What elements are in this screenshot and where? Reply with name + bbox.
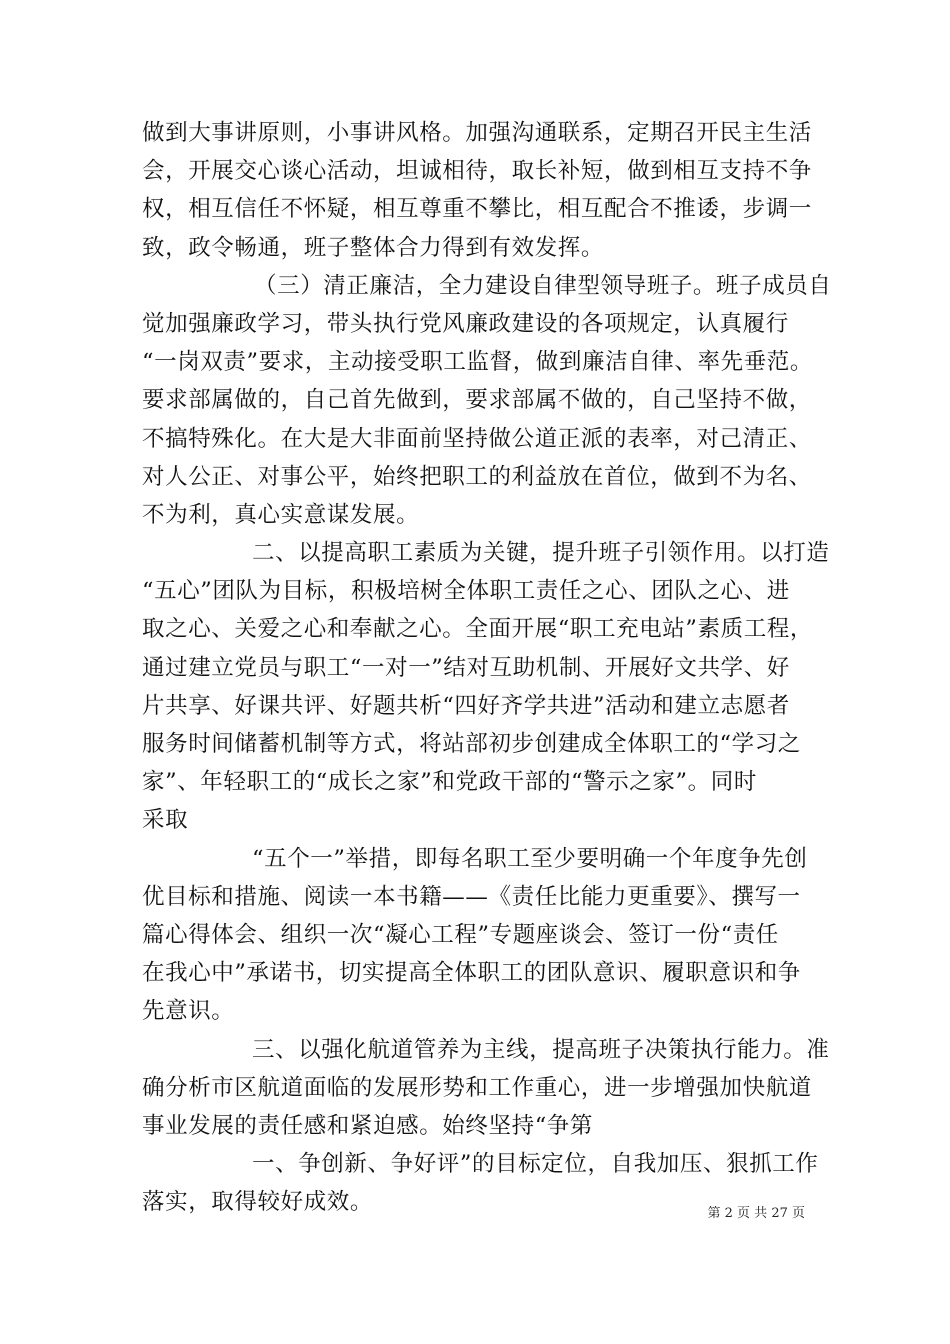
text-line: 先意识。 <box>142 998 235 1025</box>
text-line: 事业发展的责任感和紧迫感。始终坚持“争第 <box>142 1112 594 1139</box>
text-line: 在我心中”承诺书，切实提高全体职工的团队意识、履职意识和争 <box>142 960 801 987</box>
text-line: 采取 <box>142 807 189 834</box>
text-line: “五个一”举措，即每名职工至少要明确一个年度争先创 <box>252 845 808 872</box>
page-number: 第 2 页 共 27 页 <box>707 1206 805 1221</box>
text-line: 致，政令畅通，班子整体合力得到有效发挥。 <box>142 234 605 261</box>
text-line: 通过建立党员与职工“一对一”结对互助机制、开展好文共学、好 <box>142 654 790 681</box>
text-line: 不搞特殊化。在大是大非面前坚持做公道正派的表率，对己清正、 <box>142 425 812 452</box>
text-line: 一、争创新、争好评”的目标定位，自我加压、狠抓工作 <box>252 1151 819 1178</box>
text-line: 片共享、好课共评、好题共析“四好齐学共进”活动和建立志愿者 <box>142 692 790 719</box>
text-line: 要求部属做的，自己首先做到，要求部属不做的，自己坚持不做， <box>142 387 812 414</box>
text-line: 确分析市区航道面临的发展形势和工作重心，进一步增强加快航道 <box>142 1074 812 1101</box>
text-line: （三）清正廉洁，全力建设自律型领导班子。班子成员自 <box>254 272 832 299</box>
text-line: 优目标和措施、阅读一本书籍——《责任比能力更重要》、撰写一 <box>142 883 801 910</box>
text-line: 觉加强廉政学习，带头执行党风廉政建设的各项规定，认真履行 <box>142 310 789 337</box>
text-line: “一岗双责”要求，主动接受职工监督，做到廉洁自律、率先垂范。 <box>142 349 814 376</box>
text-line: 服务时间储蓄机制等方式，将站部初步创建成全体职工的“学习之 <box>142 731 801 757</box>
text-line: 三、以强化航道管养为主线，提高班子决策执行能力。准 <box>252 1036 830 1063</box>
text-line: 会，开展交心谈心活动，坦诚相待，取长补短，做到相互支持不争 <box>142 158 812 185</box>
text-line: 权，相互信任不怀疑，相互尊重不攀比，相互配合不推诿，步调一 <box>142 196 812 223</box>
text-line: 家”、年轻职工的“成长之家”和党政干部的“警示之家”。同时 <box>142 769 757 796</box>
text-line: 做到大事讲原则，小事讲风格。加强沟通联系，定期召开民主生活 <box>142 120 812 146</box>
text-line: 取之心、关爱之心和奉献之心。全面开展“职工充电站”素质工程， <box>142 616 814 643</box>
text-line: 篇心得体会、组织一次“凝心工程”专题座谈会、签订一份“责任 <box>142 921 779 948</box>
text-line: 落实，取得较好成效。 <box>142 1189 374 1216</box>
text-line: 对人公正、对事公平，始终把职工的利益放在首位，做到不为名、 <box>142 463 812 490</box>
text-line: “五心”团队为目标，积极培树全体职工责任之心、团队之心、进 <box>142 578 790 605</box>
document-body <box>142 114 832 1221</box>
text-line: 不为利，真心实意谋发展。 <box>142 501 420 528</box>
text-line: 二、以提高职工素质为关键，提升班子引领作用。以打造 <box>252 540 830 567</box>
